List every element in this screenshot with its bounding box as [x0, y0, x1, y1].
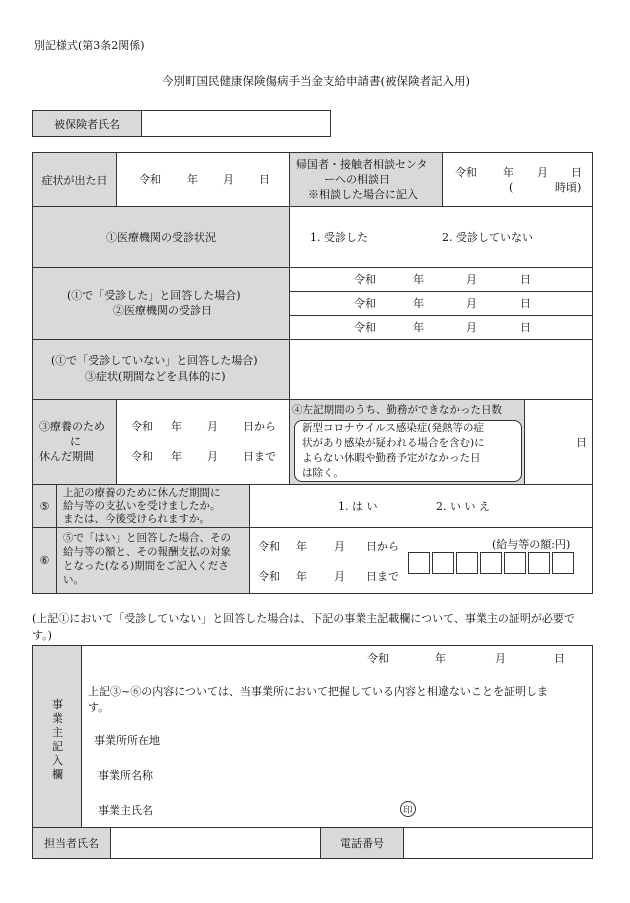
phone-label: 電話番号 [320, 827, 404, 859]
employer-certification-area: 令和 年 月 日 上記③~⑥の内容については、当事業所において把握している内容と相違ないことを証明しま す。 事業所所在地 事業所名称 事業主氏名 印 [81, 645, 593, 828]
consult-date-field[interactable]: 令和 年 月 日 ( 時頃) [442, 152, 593, 207]
employer-note-line-1: (上記①において「受診していない」と回答した場合は、下記の事業主記載欄について、事業主の証明が必要で [32, 612, 575, 625]
office-name-label: 事業所名称 [98, 769, 153, 782]
q2-date-row-3[interactable]: 令和 年 月 日 [289, 315, 593, 340]
amount-digit-box[interactable] [504, 552, 526, 574]
q1-option-no[interactable]: 2. 受診していない [442, 231, 533, 244]
consult-center-label: 帰国者・接触者相談センタ ーへの相談日 ※相談した場合に記入 [289, 152, 443, 207]
amount-digit-box[interactable] [480, 552, 502, 574]
rest-period-label: ③療養のため に 休んだ期間 [32, 399, 117, 485]
staff-name-label: 担当者氏名 [32, 827, 111, 859]
staff-name-field[interactable] [110, 827, 321, 859]
owner-name-label: 事業主氏名 [98, 804, 153, 817]
q2-date-row-2[interactable]: 令和 年 月 日 [289, 291, 593, 316]
amount-digit-box[interactable] [408, 552, 430, 574]
amount-digit-box[interactable] [456, 552, 478, 574]
q5-options [249, 484, 593, 528]
employer-section-label: 事 業 主 記 入 欄 [32, 645, 82, 828]
q1-option-yes[interactable]: 1. 受診した [310, 231, 368, 244]
q4-days-field[interactable]: 日 [524, 399, 593, 485]
q6-question: ⑤で「はい」と回答した場合、その 給与等の額と、その報酬支払の対象 となった(なる)期間をご記入くださ い。 [56, 527, 250, 594]
amount-digit-box[interactable] [528, 552, 550, 574]
q2-label: (①で「受診した」と回答した場合) ②医療機関の受診日 [32, 267, 290, 340]
q5-option-yes[interactable]: 1. は い [338, 500, 378, 513]
q4-label: ④左記期間のうち、勤務ができなかった日数 新型コロナウイルス感染症(発熱等の症 状があり感染が疑われる場合を含む)に よらない休暇や勤務予定がなかった日 は除く。 [289, 399, 525, 485]
q6-amount-label: (給与等の額:円) [492, 538, 571, 551]
amount-digit-box[interactable] [432, 552, 454, 574]
office-address-label: 事業所所在地 [94, 734, 160, 747]
insured-name-label: 被保険者氏名 [32, 110, 142, 137]
insured-name-field[interactable] [141, 110, 331, 137]
q5-number: ⑤ [32, 484, 57, 528]
amount-digit-box[interactable] [552, 552, 574, 574]
q6-number: ⑥ [32, 527, 57, 594]
symptom-date-field[interactable]: 令和 年 月 日 [116, 152, 290, 207]
symptom-date-label: 症状が出た日 [32, 152, 117, 207]
q3-symptom-field[interactable] [289, 339, 593, 400]
q1-label: ①医療機関の受診状況 [32, 206, 290, 268]
q6-period-amount: 令和 年 月 日から 令和 年 月 日まで (給与等の額:円) [249, 527, 593, 594]
q5-question: 上記の療養のために休んだ期間に 給与等の支払いを受けましたか。 または、今後受けられますか。 [56, 484, 250, 528]
employer-note-line-2: す。) [32, 629, 52, 642]
q5-option-no[interactable]: 2. い い え [436, 500, 490, 513]
phone-field[interactable] [403, 827, 593, 859]
form-title: 今別町国民健康保険傷病手当金支給申請書(被保険者記入用) [162, 74, 470, 88]
seal-mark-icon: 印 [400, 801, 416, 817]
q3-label: (①で「受診していない」と回答した場合) ③症状(期間などを具体的に) [32, 339, 290, 400]
employer-statement: 上記③~⑥の内容については、当事業所において把握している内容と相違ないことを証明しま [88, 685, 548, 698]
q2-date-row-1[interactable]: 令和 年 月 日 [289, 267, 593, 292]
form-reference: 別記様式(第3条2関係) [34, 39, 145, 52]
rest-period-field[interactable]: 令和 年 月 日から 令和 年 月 日まで [116, 399, 290, 485]
q1-options [289, 206, 593, 268]
